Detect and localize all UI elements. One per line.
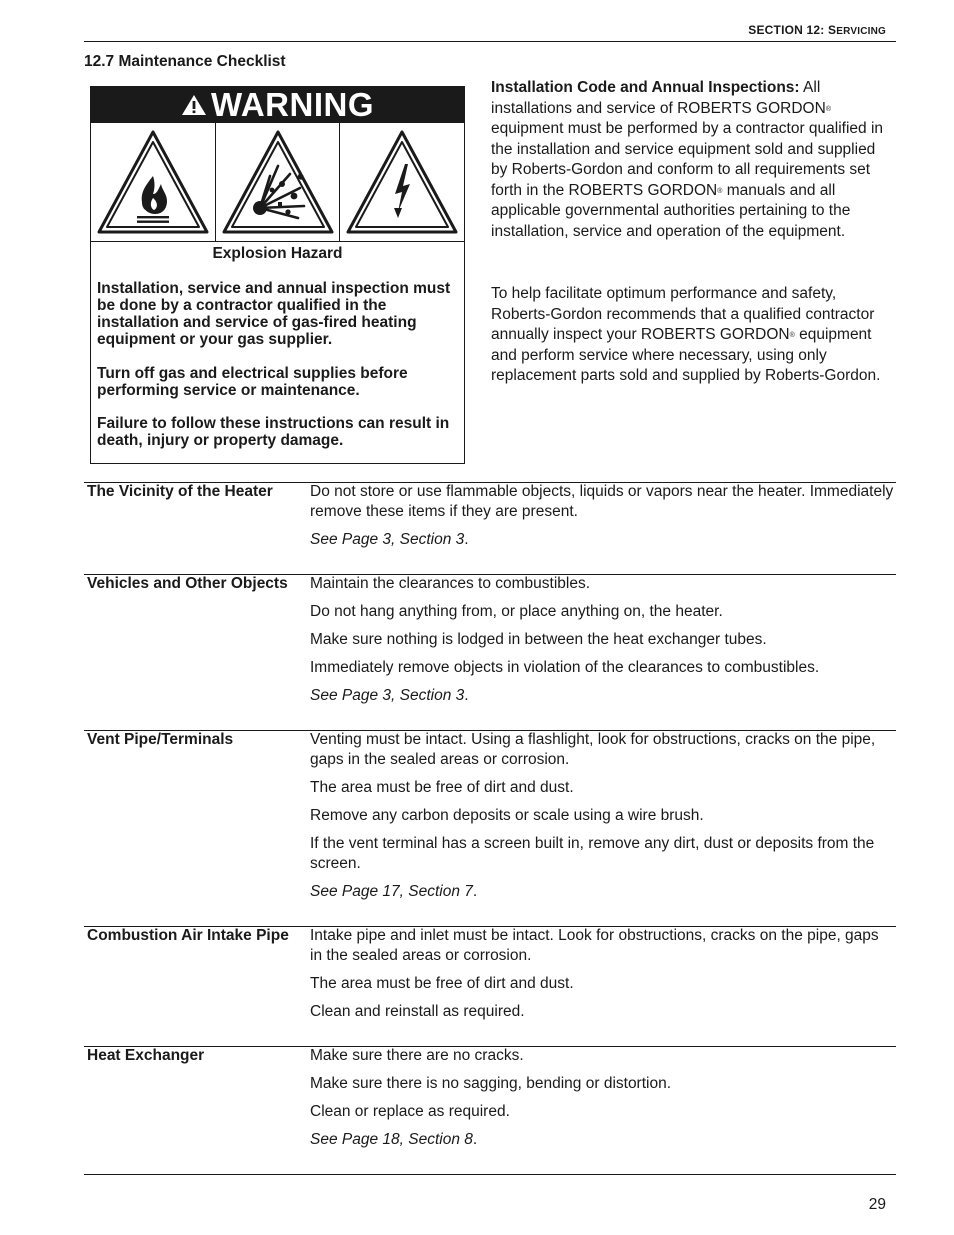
explosion-icon — [220, 128, 336, 236]
checklist-reference: See Page 3, Section 3. — [310, 531, 469, 548]
checklist-item: Intake pipe and inlet must be intact. Look for obstructions, cracks on the pipe, gaps in the sealed areas or corrosion. — [310, 927, 879, 964]
running-header — [748, 23, 886, 37]
intro-heading: Installation Code and Annual Inspections: — [491, 79, 800, 96]
checklist-item: The area must be free of dirt and dust. — [310, 975, 574, 992]
intro-text: manuals and all applicable governmental authorities pertaining to the installation, service and operation of the equipment. — [491, 181, 851, 240]
picto-flame — [91, 123, 215, 241]
checklist-item: If the vent terminal has a screen built in, remove any dirt, dust or deposits from the screen. — [310, 835, 875, 872]
table-bottom-rule — [84, 1174, 896, 1175]
checklist-row-label: Vent Pipe/Terminals — [87, 731, 234, 748]
hazard-pictograms — [91, 123, 464, 242]
intro-text: equipment must be performed by a contractor qualified in the installation and service equipment sold and supplied by Roberts-Gordon and conform to all requirements set forth in the ROBERTS GORDON — [491, 120, 884, 199]
intro-text: All installations and service of ROBERTS GORDON — [491, 79, 826, 117]
intro-text: equipment and perform service where necessary, using only replacement parts sold and supplied by Roberts-Gordon. — [491, 326, 881, 384]
electric-shock-icon — [344, 128, 460, 236]
warning-paragraph-2: Turn off gas and electrical supplies before performing service or maintenance. — [97, 365, 408, 399]
checklist-reference: See Page 17, Section 7. — [310, 883, 478, 900]
checklist-item: Do not hang anything from, or place anything on, the heater. — [310, 603, 723, 620]
checklist-item: Make sure nothing is lodged in between the heat exchanger tubes. — [310, 631, 767, 648]
checklist-row-label: Heat Exchanger — [87, 1047, 205, 1064]
checklist-reference: See Page 18, Section 8. — [310, 1131, 478, 1148]
checklist-item: Clean or replace as required. — [310, 1103, 510, 1120]
section-title: 12.7 Maintenance Checklist — [84, 53, 286, 70]
page-number: 29 — [868, 1196, 886, 1213]
picto-explosion — [215, 123, 340, 241]
checklist-item: Venting must be intact. Using a flashlight, look for obstructions, cracks on the pipe, gaps in the sealed areas or corrosion. — [310, 731, 876, 768]
checklist-item: Make sure there are no cracks. — [310, 1047, 524, 1064]
checklist-reference: See Page 3, Section 3. — [310, 687, 469, 704]
section-prefix: SECTION 12: S — [748, 23, 837, 37]
intro-paragraph-2 — [491, 284, 891, 387]
checklist-row-label: Combustion Air Intake Pipe — [87, 927, 289, 944]
warning-triangle-icon — [181, 94, 207, 116]
registered-mark: ® — [717, 187, 723, 195]
warning-banner — [91, 87, 464, 123]
checklist-item: Immediately remove objects in violation of the clearances to combustibles. — [310, 659, 820, 676]
checklist-item: Remove any carbon deposits or scale using a wire brush. — [310, 807, 704, 824]
warning-paragraph-1: Installation, service and annual inspection must be done by a contractor qualified in the installation and service of gas-fired heating equipment or your gas supplier. — [97, 280, 451, 348]
checklist-item: The area must be free of dirt and dust. — [310, 779, 574, 796]
warning-label: WARNING — [211, 86, 374, 123]
flame-icon — [95, 128, 211, 236]
checklist-item: Do not store or use flammable objects, liquids or vapors near the heater. Immediately remove these items if they are present. — [310, 483, 894, 520]
picto-electric — [339, 123, 464, 241]
checklist-row-label: The Vicinity of the Heater — [87, 483, 273, 500]
checklist-item: Clean and reinstall as required. — [310, 1003, 525, 1020]
checklist-item: Maintain the clearances to combustibles. — [310, 575, 591, 592]
header-rule — [84, 41, 896, 42]
section-smallcaps: ERVICING — [836, 26, 886, 37]
registered-mark: ® — [789, 332, 795, 339]
intro-paragraph-1 — [491, 78, 891, 242]
intro-text: To help facilitate optimum performance and safety, Roberts-Gordon recommends that a qualified contractor annually inspect your ROBERTS GORDON — [491, 285, 875, 343]
registered-mark: ® — [825, 105, 831, 113]
checklist-row-label: Vehicles and Other Objects — [87, 575, 288, 592]
warning-paragraph-3: Failure to follow these instructions can result in death, injury or property damage. — [97, 415, 450, 449]
checklist-item: Make sure there is no sagging, bending or distortion. — [310, 1075, 672, 1092]
hazard-title: Explosion Hazard — [212, 245, 343, 262]
warning-box — [90, 86, 465, 464]
